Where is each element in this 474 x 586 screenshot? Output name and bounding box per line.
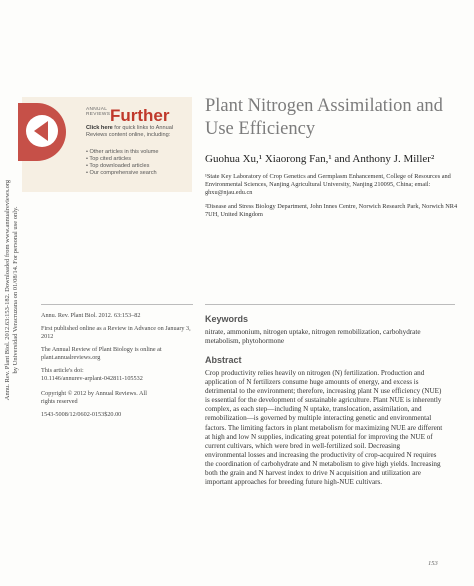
left-arrow-icon: [34, 121, 48, 141]
further-links: [86, 149, 159, 177]
copyright: Copyright © 2012 by Annual Reviews. All rights reserved: [41, 390, 147, 405]
affiliation-2: ²Disease and Stress Biology Department, John Innes Centre, Norwich Research Park, Norwich NR4 7UH, United Kingdom: [205, 203, 458, 219]
blurb-rest: for quick links to Annual Reviews content online, including:: [86, 125, 174, 138]
annual-reviews-logo: [86, 106, 170, 125]
article-authors: Guohua Xu,¹ Xiaorong Fan,¹ and Anthony J. Miller²: [205, 153, 435, 165]
further-blurb: [86, 125, 186, 139]
article-title: Plant Nitrogen Assimilation and Use Efficiency: [205, 96, 443, 139]
abstract-heading: Abstract: [205, 355, 242, 365]
keywords-text: nitrate, ammonium, nitrogen uptake, nitrogen remobilization, carbohydrate metabolism, phytohormone: [205, 328, 421, 345]
divider-left: [41, 304, 193, 305]
citation: Annu. Rev. Plant Biol. 2012. 63:153–82: [41, 312, 141, 319]
further-box[interactable]: [22, 97, 192, 192]
download-notice-line1: Annu. Rev. Plant Biol. 2012.63:153-182. Downloaded from www.annualreviews.org: [4, 179, 11, 401]
further-link[interactable]: • Other articles in this volume: [86, 149, 159, 155]
download-notice-line2: by Universidad Veracruzana on 01/08/14. For personal use only.: [12, 206, 19, 374]
affiliation-1: ¹State Key Laboratory of Crop Genetics and Germplasm Enhancement, College of Resources and Environmental Sciences, Nanjing Agricultural University, Nanjing 210095, China; email: ghxu@njau.edu.cn: [205, 173, 451, 197]
journal-note-text: The Annual Review of Plant Biology is online at plant.annualreviews.org: [41, 346, 162, 361]
further-link[interactable]: • Top downloaded articles: [86, 163, 150, 169]
first-published: First published online as a Review in Advance on January 3, 2012: [41, 325, 191, 340]
doi[interactable]: 10.1146/annurev-arplant-042811-105532: [41, 375, 143, 382]
logo-small-line1: ANNUAL: [86, 107, 108, 112]
logo-further-text: Further: [110, 106, 170, 125]
click-here-link[interactable]: Click here: [86, 125, 113, 131]
download-notice: [0, 150, 19, 430]
further-link[interactable]: • Top cited articles: [86, 156, 132, 162]
issn: 1543-5008/12/0602-0153$20.00: [41, 411, 122, 418]
divider-right: [205, 304, 455, 305]
journal-note: [41, 346, 193, 362]
further-tab[interactable]: [18, 103, 66, 161]
logo-small-line2: REVIEWS: [86, 112, 111, 117]
abstract-text: Crop productivity relies heavily on nitrogen (N) fertilization. Production and application of N fertilizers consume huge amounts of energy, and excess is detrimental to the environment; therefore, increasing plant N use efficiency (NUE) is essential for the development of sustainable agriculture. Plant NUE is inherently complex, as each step—including N uptake, translocation, assimilation, and remobilization—is governed by multiple interacting genetic and environmental factors. The limiting factors in plant metabolism for maximizing NUE are different at high and low N supplies, indicating great potential for improving the NUE of current cultivars, which were bred in well-fertilized soil. Decreasing environmental losses and increasing the productivity of crop-acquired N requires the coordination of carbohydrate and N metabolism to give high yields. Increasing both the grain and N harvest index to drive N acquisition and utilization are important approaches for breeding future high-NUE cultivars.: [205, 369, 443, 487]
further-link[interactable]: • Our comprehensive search: [86, 170, 157, 176]
keywords-heading: Keywords: [205, 314, 249, 324]
page-number: 153: [428, 560, 438, 567]
doi-label: This article's doi:: [41, 367, 84, 374]
